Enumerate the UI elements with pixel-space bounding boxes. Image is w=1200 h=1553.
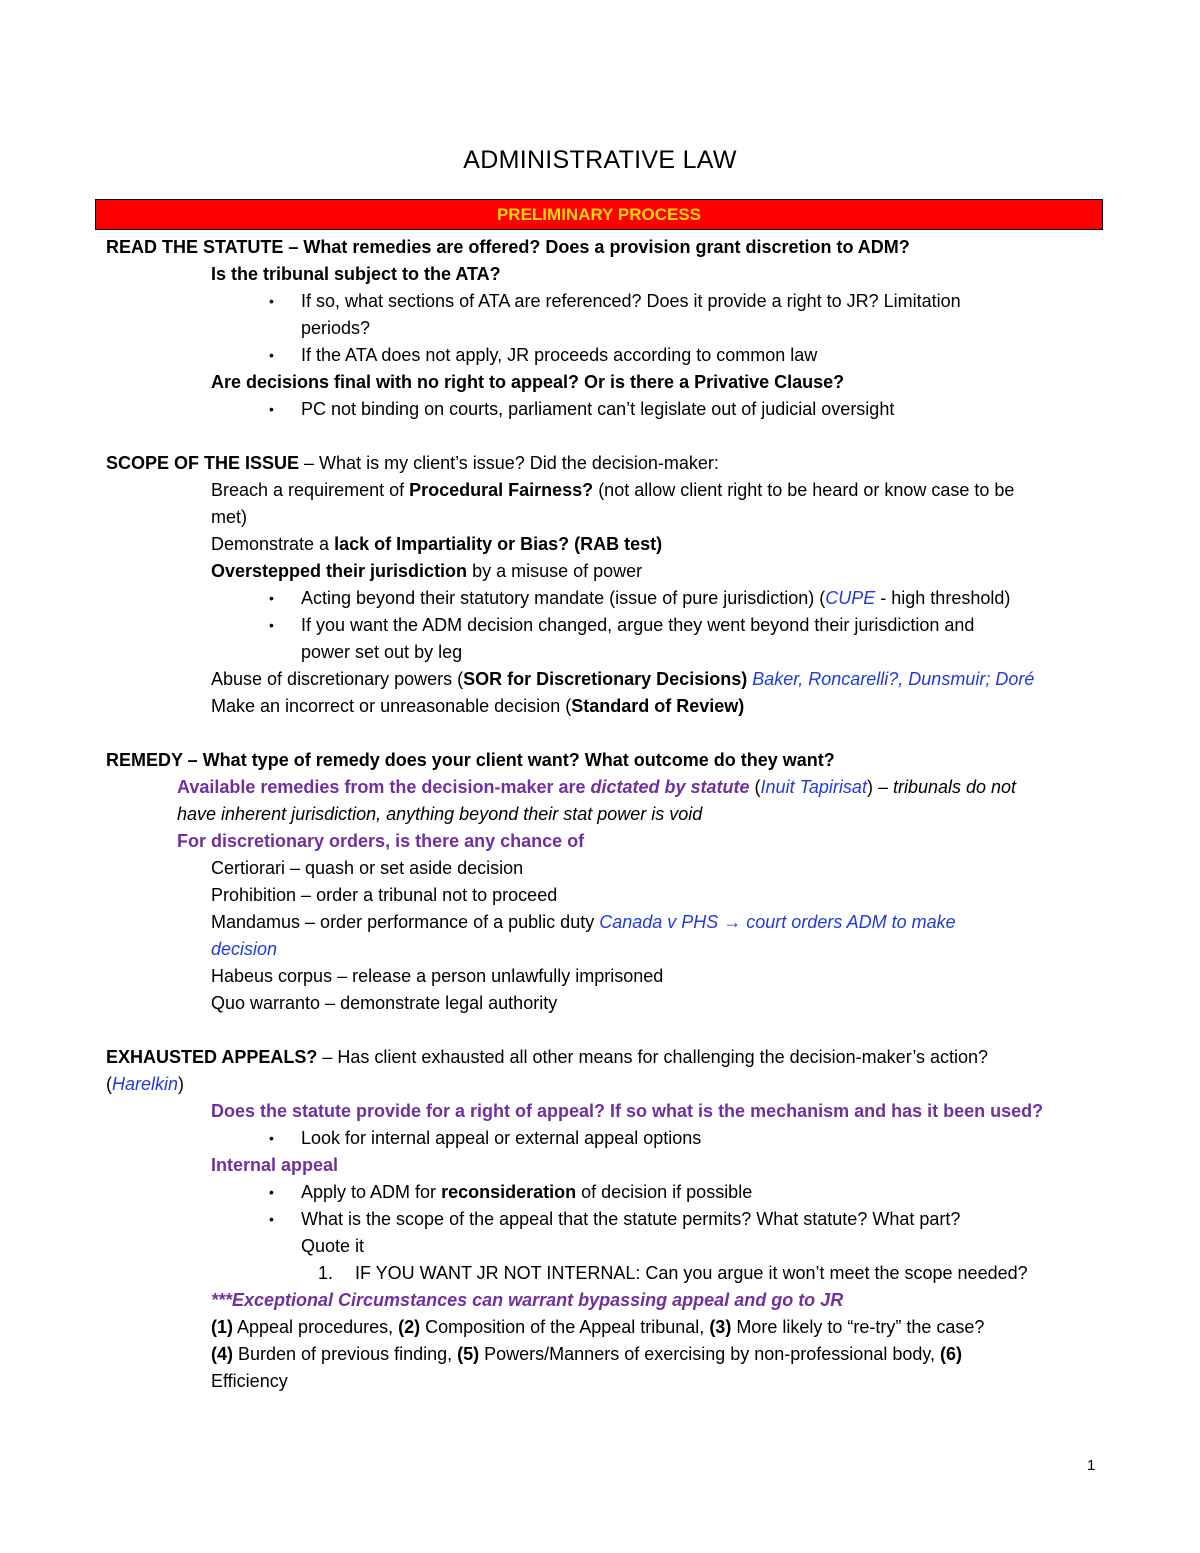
list-item: • If so, what sections of ATA are referenced? Does it provide a right to JR? Limitation xyxy=(269,291,961,311)
list-item: Overstepped their jurisdiction by a misuse of power xyxy=(211,561,643,581)
list-item-continued: periods? xyxy=(301,318,371,338)
list-item: • If you want the ADM decision changed, argue they went beyond their jurisdiction and xyxy=(269,615,975,635)
exhausted-appeals-heading-continued: (Harelkin) xyxy=(106,1074,185,1094)
document-title: ADMINISTRATIVE LAW xyxy=(463,146,737,174)
list-item: Mandamus – order performance of a public duty Canada v PHS → court orders ADM to make xyxy=(211,912,956,932)
list-item: Demonstrate a lack of Impartiality or Bias? (RAB test) xyxy=(211,534,663,554)
page-number: 1 xyxy=(1087,1457,1096,1474)
list-item: • PC not binding on courts, parliament can’t legislate out of judicial oversight xyxy=(269,399,895,419)
numbered-item: 1. IF YOU WANT JR NOT INTERNAL: Can you argue it won’t meet the scope needed? xyxy=(318,1263,1028,1283)
exhausted-appeals-heading: EXHAUSTED APPEALS? – Has client exhausted all other means for challenging the decision-maker’s action? xyxy=(106,1047,989,1067)
list-item: Prohibition – order a tribunal not to proceed xyxy=(211,885,558,905)
list-item: Certiorari – quash or set aside decision xyxy=(211,858,524,878)
remedies-statute-line-continued: have inherent jurisdiction, anything beyond their stat power is void xyxy=(177,804,703,824)
read-statute-heading: READ THE STATUTE – What remedies are offered? Does a provision grant discretion to ADM? xyxy=(106,237,910,257)
list-item-continued: Quote it xyxy=(301,1236,365,1256)
list-item: Breach a requirement of Procedural Fairness? (not allow client right to be heard or know case to be xyxy=(211,480,1015,500)
list-item-continued: met) xyxy=(211,507,247,527)
list-item: Abuse of discretionary powers (SOR for Discretionary Decisions) Baker, Roncarelli?, Dunsmuir; Doré xyxy=(211,669,1035,689)
remedy-heading: REMEDY – What type of remedy does your client want? What outcome do they want? xyxy=(106,750,835,770)
list-item: • Apply to ADM for reconsideration of decision if possible xyxy=(269,1182,753,1202)
list-item: • Look for internal appeal or external appeal options xyxy=(269,1128,702,1148)
document-body xyxy=(106,234,1106,1395)
section-banner: PRELIMINARY PROCESS xyxy=(95,199,1103,230)
privative-clause-question: Are decisions final with no right to appeal? Or is there a Privative Clause? xyxy=(211,372,845,392)
factors-line: (1) Appeal procedures, (2) Composition of the Appeal tribunal, (3) More likely to “re-try” the case? xyxy=(211,1317,985,1337)
factors-line: (4) Burden of previous finding, (5) Powers/Manners of exercising by non-professional body, (6) xyxy=(211,1344,963,1364)
exceptional-circumstances: ***Exceptional Circumstances can warrant bypassing appeal and go to JR xyxy=(211,1290,844,1310)
list-item-continued: power set out by leg xyxy=(301,642,463,662)
factors-line-continued: Efficiency xyxy=(211,1371,288,1391)
list-item: Quo warranto – demonstrate legal authority xyxy=(211,993,558,1013)
list-item: • Acting beyond their statutory mandate (issue of pure jurisdiction) (CUPE - high threshold) xyxy=(269,588,1011,608)
discretionary-orders-question: For discretionary orders, is there any chance of xyxy=(177,831,585,851)
internal-appeal-heading: Internal appeal xyxy=(211,1155,339,1175)
list-item: • If the ATA does not apply, JR proceeds according to common law xyxy=(269,345,818,365)
remedies-statute-line: Available remedies from the decision-maker are dictated by statute (Inuit Tapirisat) – tribunals do not xyxy=(177,777,1017,797)
ata-question: Is the tribunal subject to the ATA? xyxy=(211,264,501,284)
list-item-continued: decision xyxy=(211,939,278,959)
list-item: Habeus corpus – release a person unlawfully imprisoned xyxy=(211,966,664,986)
appeal-right-question: Does the statute provide for a right of appeal? If so what is the mechanism and has it been used? xyxy=(211,1101,1044,1121)
list-item: • What is the scope of the appeal that the statute permits? What statute? What part? xyxy=(269,1209,961,1229)
list-item: Make an incorrect or unreasonable decision (Standard of Review) xyxy=(211,696,745,716)
scope-issue-heading: SCOPE OF THE ISSUE – What is my client’s issue? Did the decision-maker: xyxy=(106,453,719,473)
